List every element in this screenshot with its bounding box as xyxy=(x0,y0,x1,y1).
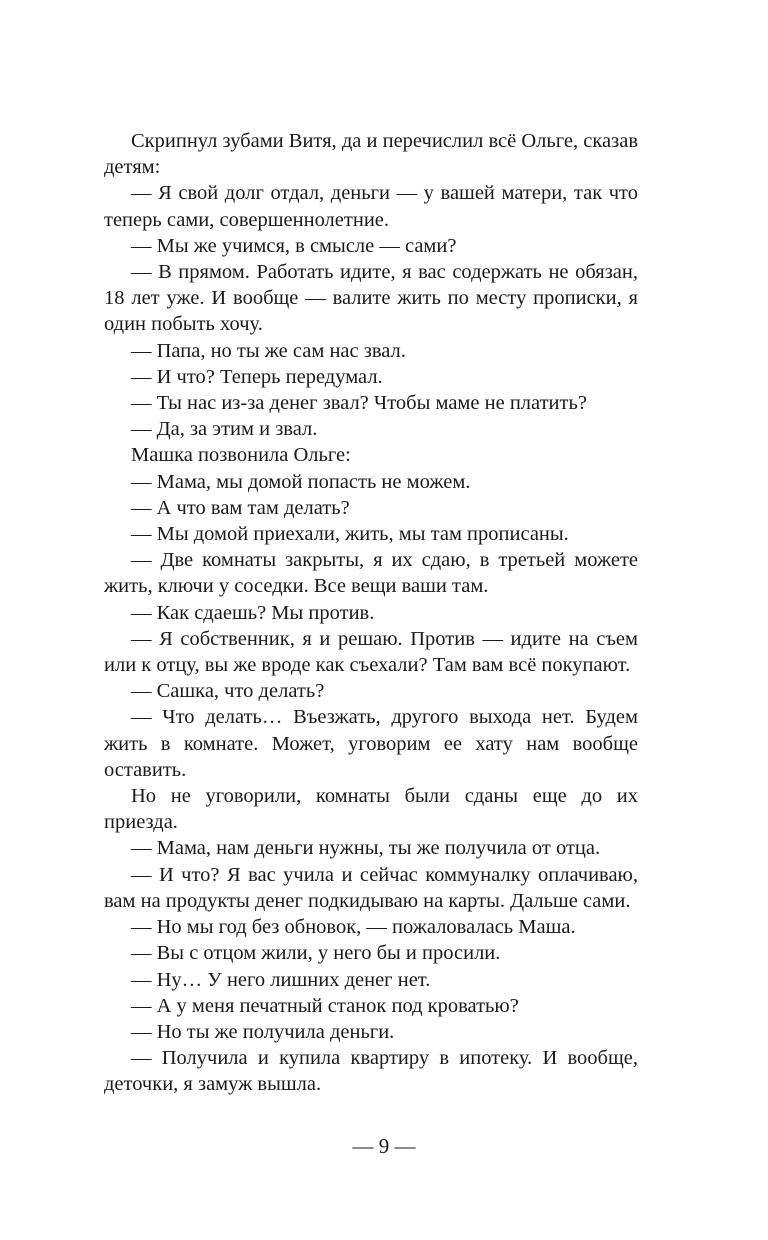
paragraph: — Но мы год без обновок, — пожаловалась Маша. xyxy=(131,916,576,939)
paragraph: — Ты нас из-за денег звал? Чтобы маме не платить? xyxy=(131,392,587,415)
paragraph: — Что делать… Въезжать, другого выхода нет. Будем жить в комнате. Может, уговорим ее хату нам вообще оставить. xyxy=(104,706,638,781)
paragraph: — И что? Теперь передумал. xyxy=(131,365,383,388)
paragraph: — Две комнаты закрыты, я их сдаю, в третьей можете жить, ключи у соседки. Все вещи ваши там. xyxy=(104,549,638,598)
paragraph: — И что? Я вас учила и сейчас коммуналку оплачиваю, вам на продукты денег подкидываю на карты. Дальше сами. xyxy=(104,863,638,912)
paragraph: — Мама, мы домой попасть не можем. xyxy=(131,470,471,493)
paragraph: — Вы с отцом жили, у него бы и просили. xyxy=(131,942,501,965)
paragraph: — Ну… У него лишних денег нет. xyxy=(131,968,431,991)
paragraph: — Мы же учимся, в смысле — сами? xyxy=(131,234,457,257)
paragraph: — А что вам там делать? xyxy=(131,496,350,519)
paragraph: — Как сдаешь? Мы против. xyxy=(131,601,375,624)
paragraph: — Сашка, что делать? xyxy=(131,680,325,703)
paragraph: Машка позвонила Ольге: xyxy=(131,444,351,467)
page-number: — 9 — xyxy=(352,1134,416,1158)
paragraph: — Я свой долг отдал, деньги — у вашей матери, так что теперь сами, совершеннолетние. xyxy=(104,182,638,231)
paragraph: Скрипнул зубами Витя, да и перечислил всё Ольге, сказав детям: xyxy=(104,130,638,179)
paragraph: — Но ты же получила деньги. xyxy=(131,1020,395,1043)
paragraph: — Я собственник, я и решаю. Против — идите на съем или к отцу, вы же вроде как съехали? Там вам всё покупают. xyxy=(104,627,638,677)
paragraph: — Мы домой приехали, жить, мы там прописаны. xyxy=(131,523,569,546)
paragraph: — А у меня печатный станок под кроватью? xyxy=(131,994,519,1017)
body-text xyxy=(104,128,638,1098)
paragraph: — Папа, но ты же сам нас звал. xyxy=(131,339,406,362)
paragraph: — В прямом. Работать идите, я вас содержать не обязан, 18 лет уже. И вообще — валите жить по месту прописки, я один побыть хочу. xyxy=(104,261,638,336)
paragraph: — Мама, нам деньги нужны, ты же получила от отца. xyxy=(131,837,601,860)
paragraph: — Да, за этим и звал. xyxy=(131,418,318,441)
paragraph: Но не уговорили, комнаты были сданы еще до их приезда. xyxy=(104,785,638,834)
paragraph: — Получила и купила квартиру в ипотеку. И вообще, деточки, я замуж вышла. xyxy=(104,1047,638,1096)
